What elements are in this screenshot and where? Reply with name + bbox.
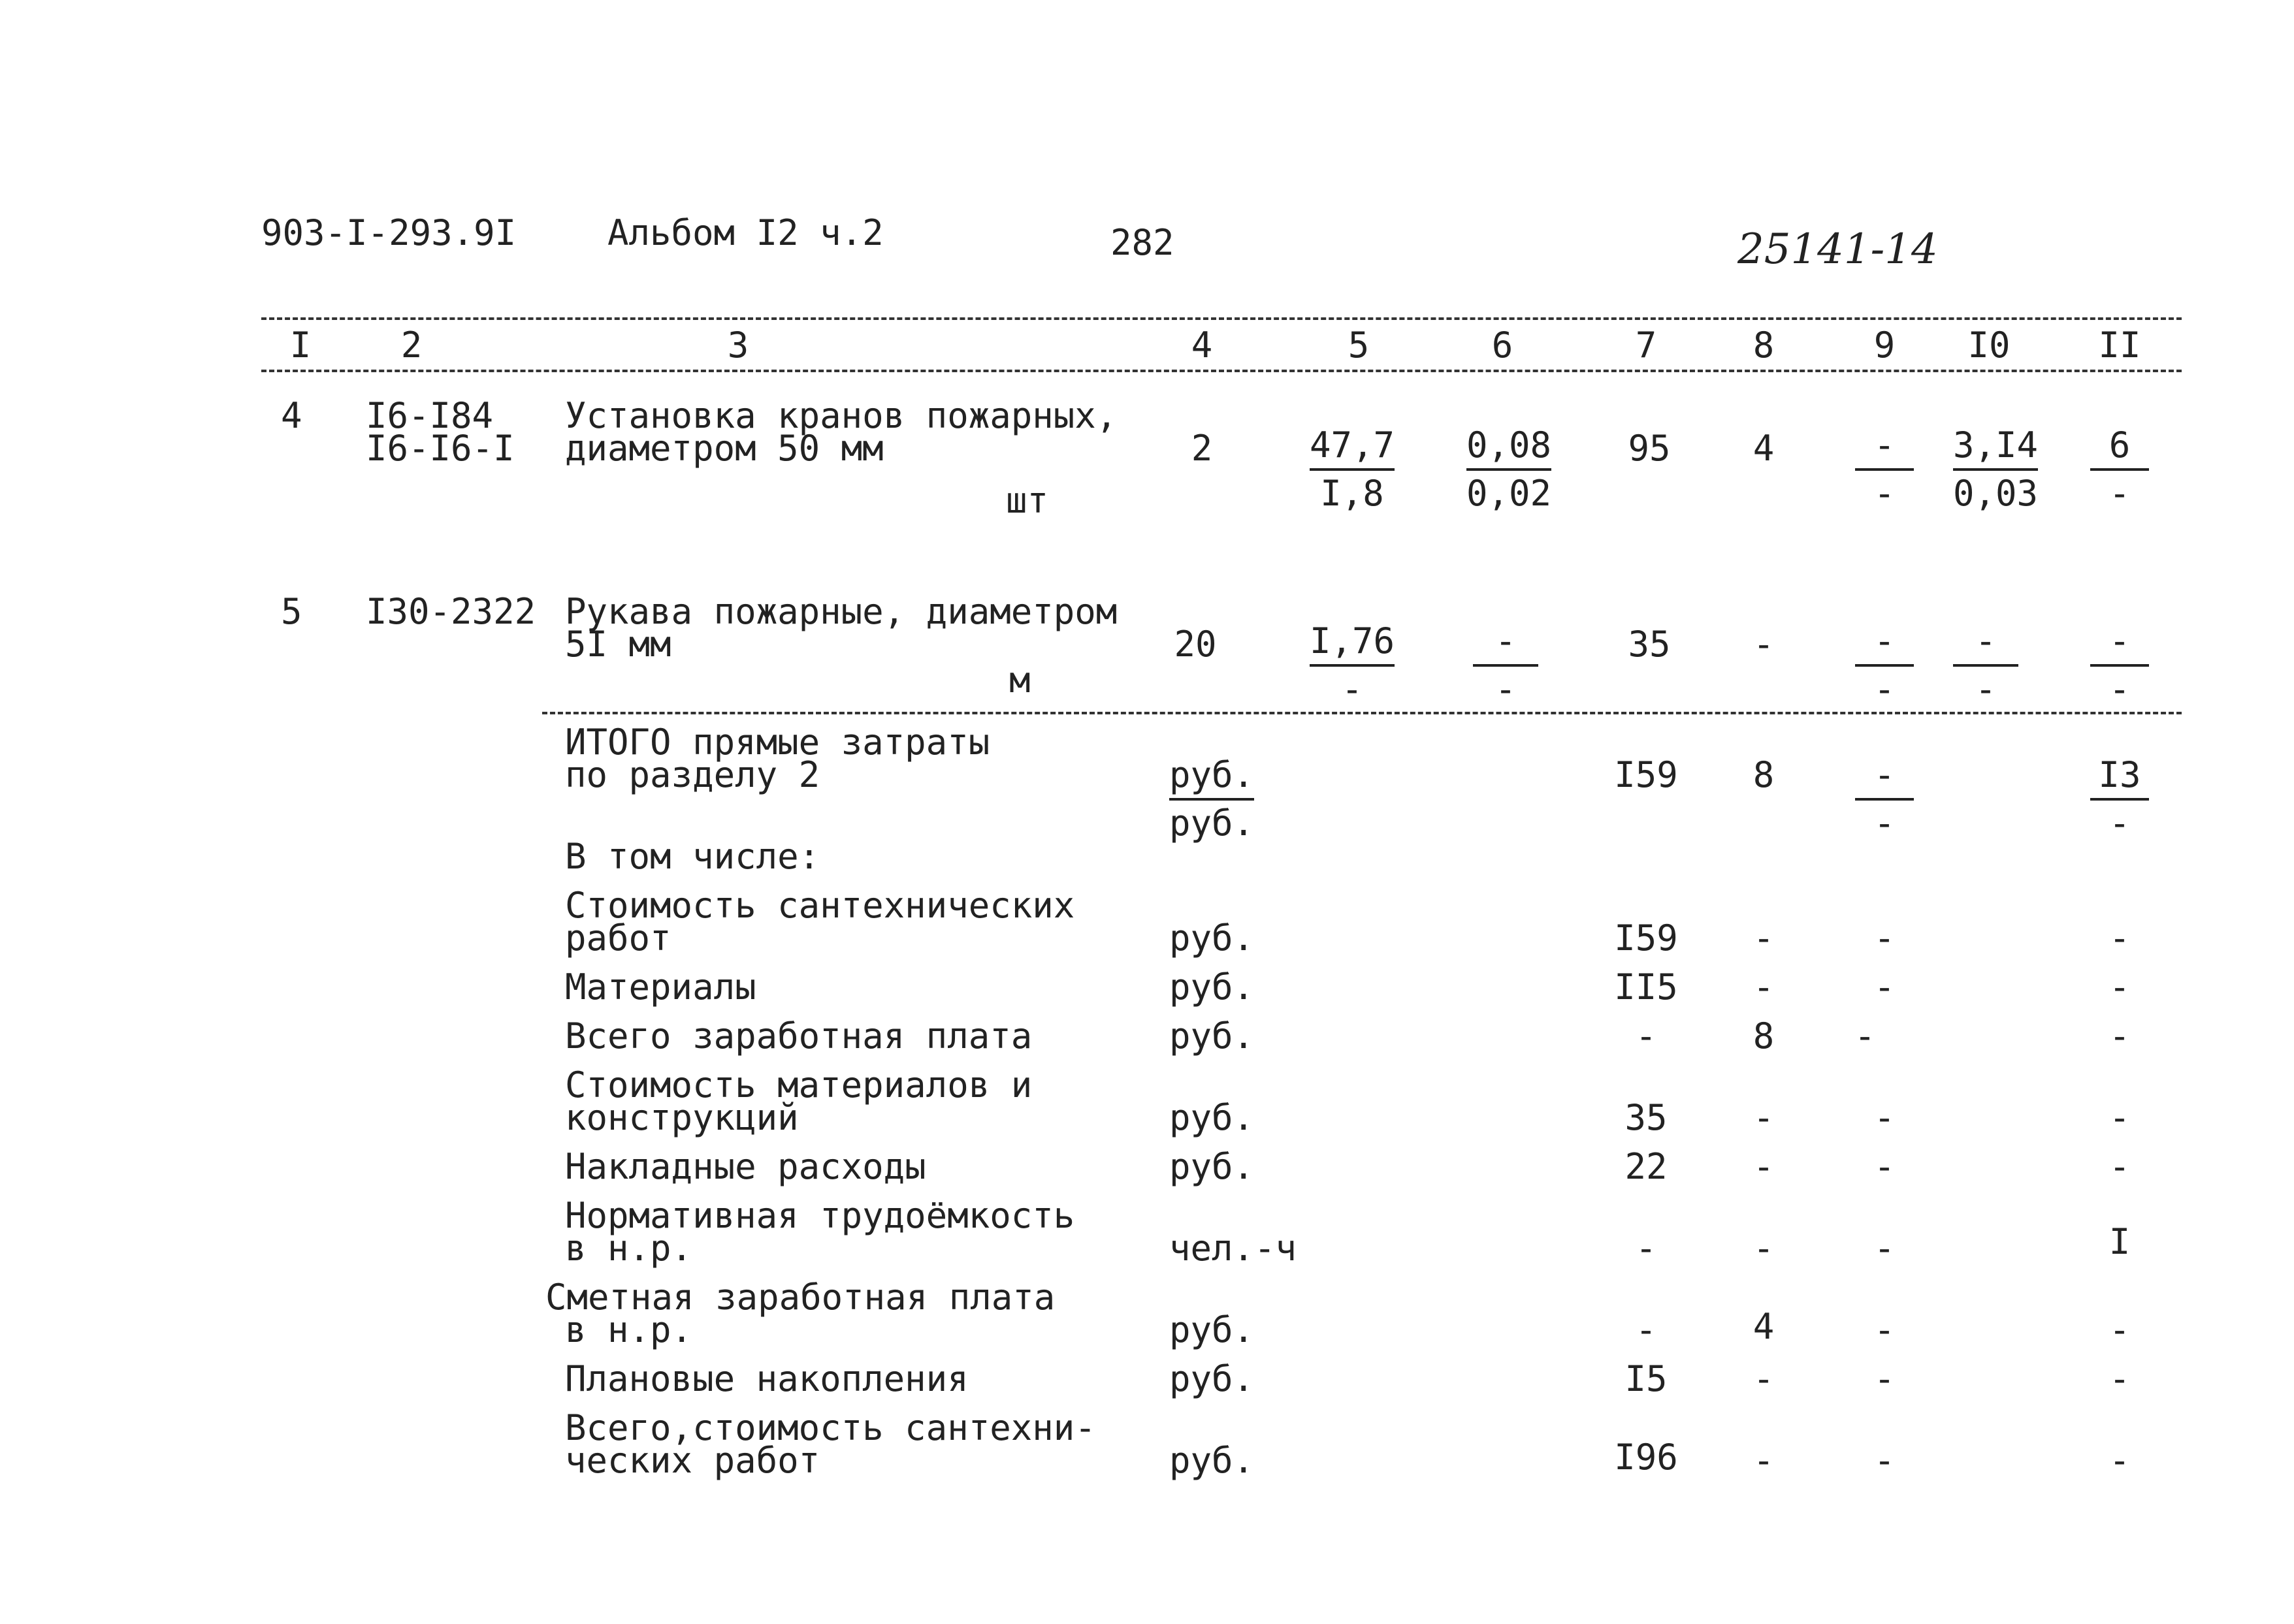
divider-header-bottom (261, 370, 2182, 372)
row-code: I6-I6-I (366, 428, 515, 469)
breakdown-col9: - (1873, 1358, 1896, 1399)
breakdown-col11: - (2108, 1440, 2131, 1481)
fraction-denominator: - (1494, 669, 1517, 710)
fraction-denominator: руб. (1169, 803, 1255, 844)
total-label: ИТОГО прямые затраты (565, 722, 990, 763)
breakdown-col9: - (1873, 1097, 1896, 1138)
breakdown-col9: - (1873, 1440, 1896, 1481)
col-header-3: 3 (727, 325, 749, 366)
breakdown-col8: - (1753, 1440, 1775, 1481)
row-unit: шт (1006, 480, 1049, 521)
row-col8: - (1753, 624, 1775, 665)
col-header-11: II (2098, 325, 2141, 366)
breakdown-label: Накладные расходы (565, 1146, 926, 1187)
breakdown-unit: руб. (1169, 1015, 1255, 1057)
breakdown-col9: - (1873, 966, 1896, 1008)
breakdown-col11: - (2108, 1358, 2131, 1399)
row-code: I6-I84 (366, 395, 494, 436)
col-header-9: 9 (1873, 325, 1896, 366)
album-label: Альбом I2 ч.2 (607, 212, 884, 253)
including-label: В том числе: (565, 836, 820, 877)
row-col9-fraction (1855, 620, 1914, 710)
breakdown-col8: - (1753, 1228, 1775, 1269)
breakdown-label: Нормативная трудоёмкость (565, 1195, 1075, 1236)
breakdown-col11: - (2108, 966, 2131, 1008)
breakdown-col11: - (2108, 917, 2131, 959)
fraction-denominator: - (1873, 473, 1896, 514)
fraction-denominator: - (1873, 669, 1896, 710)
total-col11-fraction (2090, 754, 2149, 844)
fraction-denominator: - (1341, 669, 1363, 710)
fraction-denominator: 0,02 (1466, 473, 1552, 514)
breakdown-col7: - (1635, 1309, 1657, 1350)
total-label: по разделу 2 (565, 754, 820, 795)
breakdown-col8: - (1753, 1358, 1775, 1399)
total-col9-fraction (1855, 754, 1914, 844)
fraction-numerator: руб. (1169, 757, 1254, 801)
col-header-8: 8 (1753, 325, 1775, 366)
breakdown-unit: руб. (1169, 1146, 1255, 1187)
col-header-1: I (289, 325, 312, 366)
breakdown-unit: руб. (1169, 966, 1255, 1008)
breakdown-label: Стоимость сантехнических (565, 885, 1075, 926)
breakdown-col7: - (1635, 1228, 1657, 1269)
fraction-denominator: - (2108, 669, 2131, 710)
breakdown-label: Плановые накопления (565, 1358, 969, 1399)
fraction-numerator: 0,08 (1466, 428, 1551, 471)
fraction-denominator: - (1975, 669, 1997, 710)
breakdown-col7: 35 (1624, 1097, 1668, 1138)
row-col5-fraction (1310, 424, 1395, 514)
divider-top (261, 317, 2182, 320)
fraction-numerator: - (2090, 624, 2149, 667)
fraction-numerator: - (1855, 624, 1914, 667)
breakdown-col9: - (1873, 1309, 1896, 1350)
breakdown-unit: руб. (1169, 1358, 1255, 1399)
breakdown-unit: руб. (1169, 1309, 1255, 1350)
col-header-2: 2 (400, 325, 423, 366)
col-header-5: 5 (1348, 325, 1370, 366)
row-col11-fraction (2090, 424, 2149, 514)
row-col9-fraction (1855, 424, 1914, 514)
fraction-numerator: - (1953, 624, 2018, 667)
breakdown-label: в н.р. (565, 1309, 693, 1350)
row-number: 5 (281, 591, 302, 632)
breakdown-col7: I59 (1614, 917, 1678, 959)
breakdown-label: работ (565, 917, 671, 959)
breakdown-col7: I96 (1614, 1437, 1678, 1478)
total-col8: 8 (1753, 754, 1775, 795)
breakdown-col11: - (2108, 1146, 2131, 1187)
breakdown-col7: I5 (1624, 1358, 1668, 1399)
col-header-6: 6 (1491, 325, 1513, 366)
breakdown-label: Материалы (565, 966, 756, 1008)
breakdown-unit: руб. (1169, 1097, 1255, 1138)
fraction-numerator: - (1855, 757, 1914, 801)
breakdown-label: Сметная заработная плата (545, 1277, 1056, 1318)
breakdown-unit: чел.-ч (1169, 1228, 1297, 1269)
row-quantity: 20 (1174, 624, 1217, 665)
row-col10-fraction (1953, 424, 2039, 514)
breakdown-label: в н.р. (565, 1228, 693, 1269)
breakdown-col9: - (1873, 917, 1896, 959)
fraction-numerator: I,76 (1310, 624, 1395, 667)
row-col5-fraction (1310, 620, 1395, 710)
handwritten-number: 25141-14 (1737, 225, 1938, 274)
breakdown-col11: - (2108, 1097, 2131, 1138)
row-description: Рукава пожарные, диаметром (565, 591, 1118, 632)
breakdown-col7: 22 (1624, 1146, 1668, 1187)
breakdown-label: Стоимость материалов и (565, 1064, 1033, 1106)
fraction-numerator: 47,7 (1310, 428, 1395, 471)
breakdown-label: Всего,стоимость сантехни- (565, 1407, 1096, 1448)
row-col6-fraction (1466, 424, 1552, 514)
fraction-denominator: - (1873, 803, 1896, 844)
col-header-7: 7 (1635, 325, 1657, 366)
fraction-numerator: 6 (2090, 428, 2149, 471)
fraction-numerator: - (1855, 428, 1914, 471)
row-col6-fraction (1473, 620, 1538, 710)
row-number: 4 (281, 395, 302, 436)
fraction-denominator: 0,03 (1953, 473, 2039, 514)
breakdown-label: ческих работ (565, 1440, 820, 1481)
row-unit: м (1009, 660, 1031, 701)
breakdown-col8: 4 (1753, 1306, 1775, 1347)
row-col11-fraction (2090, 620, 2149, 710)
breakdown-col7: - (1635, 1015, 1657, 1057)
fraction-numerator: - (1473, 624, 1538, 667)
fraction-numerator: 3,I4 (1953, 428, 2038, 471)
breakdown-unit: руб. (1169, 917, 1255, 959)
col-header-4: 4 (1191, 325, 1213, 366)
breakdown-col11: - (2108, 1015, 2131, 1057)
document-code: 903-I-293.9I (261, 212, 517, 253)
breakdown-col9: - (1873, 1228, 1896, 1269)
breakdown-col11: - (2108, 1309, 2131, 1350)
row-col7: 95 (1628, 428, 1671, 469)
row-col8: 4 (1753, 428, 1775, 469)
page-number: 282 (1110, 222, 1174, 263)
row-description: Установка кранов пожарных, (565, 395, 1118, 436)
breakdown-col8: 8 (1753, 1015, 1775, 1057)
breakdown-col8: - (1753, 1146, 1775, 1187)
row-code: I30-2322 (366, 591, 536, 632)
total-unit-fraction (1169, 754, 1255, 844)
breakdown-col9: - (1854, 1015, 1876, 1057)
breakdown-label: конструкций (565, 1097, 799, 1138)
fraction-denominator: I,8 (1320, 473, 1384, 514)
breakdown-col11: I (2108, 1221, 2131, 1262)
row-col10-fraction (1953, 620, 2018, 710)
row-description: диаметром 50 мм (565, 428, 884, 469)
fraction-denominator: - (2108, 803, 2131, 844)
fraction-denominator: - (2108, 473, 2131, 514)
breakdown-col9: - (1873, 1146, 1896, 1187)
breakdown-unit: руб. (1169, 1440, 1255, 1481)
row-quantity: 2 (1191, 428, 1213, 469)
total-col7: I59 (1614, 754, 1678, 795)
col-header-10: I0 (1967, 325, 2011, 366)
breakdown-col8: - (1753, 966, 1775, 1008)
fraction-numerator: I3 (2090, 757, 2149, 801)
divider-totals (542, 712, 2182, 714)
breakdown-col8: - (1753, 917, 1775, 959)
breakdown-label: Всего заработная плата (565, 1015, 1033, 1057)
row-description: 5I мм (565, 624, 671, 665)
row-col7: 35 (1628, 624, 1671, 665)
breakdown-col8: - (1753, 1097, 1775, 1138)
breakdown-col7: II5 (1614, 966, 1678, 1008)
